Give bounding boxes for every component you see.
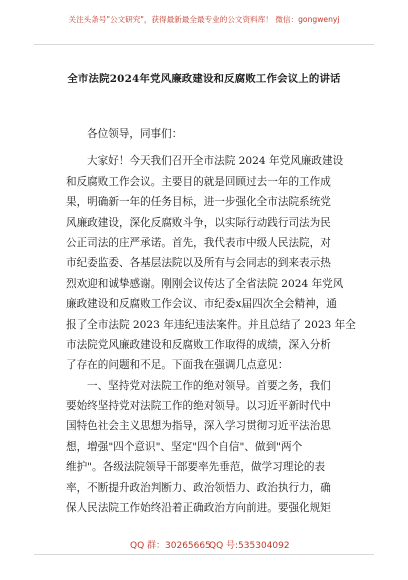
text-line: 市法院党风廉政建设和反腐败工作取得的成绩，深入分析 — [66, 338, 331, 351]
document-title: 全市法院2024年党风廉政建设和反腐败工作会议上的讲话 — [67, 73, 341, 85]
text-line: 果，明确新一年的任务目标，进一步强化全市法院系统党 — [66, 196, 331, 209]
text-line: 烈欢迎和诚挚感谢。刚刚会议传达了全省法院 2024 年党风 — [66, 277, 344, 290]
salutation: 各位领导，同事们： — [87, 128, 183, 140]
header-divider — [34, 44, 374, 45]
text-line: 风廉政建设，深化反腐败斗争，以实际行动践行司法为民 — [66, 216, 331, 229]
paragraph-1 — [66, 151, 358, 375]
qq-group-number: QQ 群：30265665 — [130, 541, 211, 551]
text-line: 市纪委监委、各基层法院以及所有与会同志的到来表示热 — [66, 257, 331, 270]
text-line: 保人民法院工作始终沿着正确政治方向前进。要强化规矩 — [66, 502, 331, 515]
text-line: 公正司法的庄严承诺。首先，我代表市中级人民法院，对 — [66, 236, 331, 249]
text-line: 报了全市法院 2023 年违纪违法案件。并且总结了 2023 年全 — [66, 318, 356, 331]
qq-account-number: QQ 号:535304092 — [209, 541, 290, 551]
footer-divider — [34, 554, 374, 555]
text-line: 和反腐败工作会议。主要目的就是回顾过去一年的工作成 — [66, 175, 331, 188]
header-promo-note: 关注头条号"公文研究"，获得最新最全最专业的公文资料库！ 微信：gongwenyj — [68, 15, 340, 24]
document-body — [66, 124, 358, 518]
text-line: 廉政建设和反腐败工作会议、市纪委x届四次全会精神，通 — [66, 298, 337, 311]
paragraph-2 — [66, 376, 358, 519]
text-line: 大家好！今天我们召开全市法院 2024 年党风廉政建设 — [87, 155, 344, 168]
text-line: 想，增强"四个意识"、坚定"四个自信"、做到"两个 — [66, 440, 303, 453]
paragraph-gap — [66, 144, 358, 151]
text-line: 率，不断提升政治判断力、政治领悟力、政治执行力，确 — [66, 481, 331, 494]
text-line: 了存在的问题和不足。下面我在强调几点意见： — [66, 359, 289, 372]
text-line: 维护"。各级法院领导干部要率先垂范，做学习理论的表 — [66, 461, 326, 474]
text-line: 一、坚持党对法院工作的绝对领导。首要之务，我们 — [87, 379, 331, 392]
text-line: 要始终坚持党对法院工作的绝对领导。以习近平新时代中 — [66, 400, 331, 413]
text-line: 国特色社会主义思想为指导，深入学习贯彻习近平法治思 — [66, 420, 331, 433]
